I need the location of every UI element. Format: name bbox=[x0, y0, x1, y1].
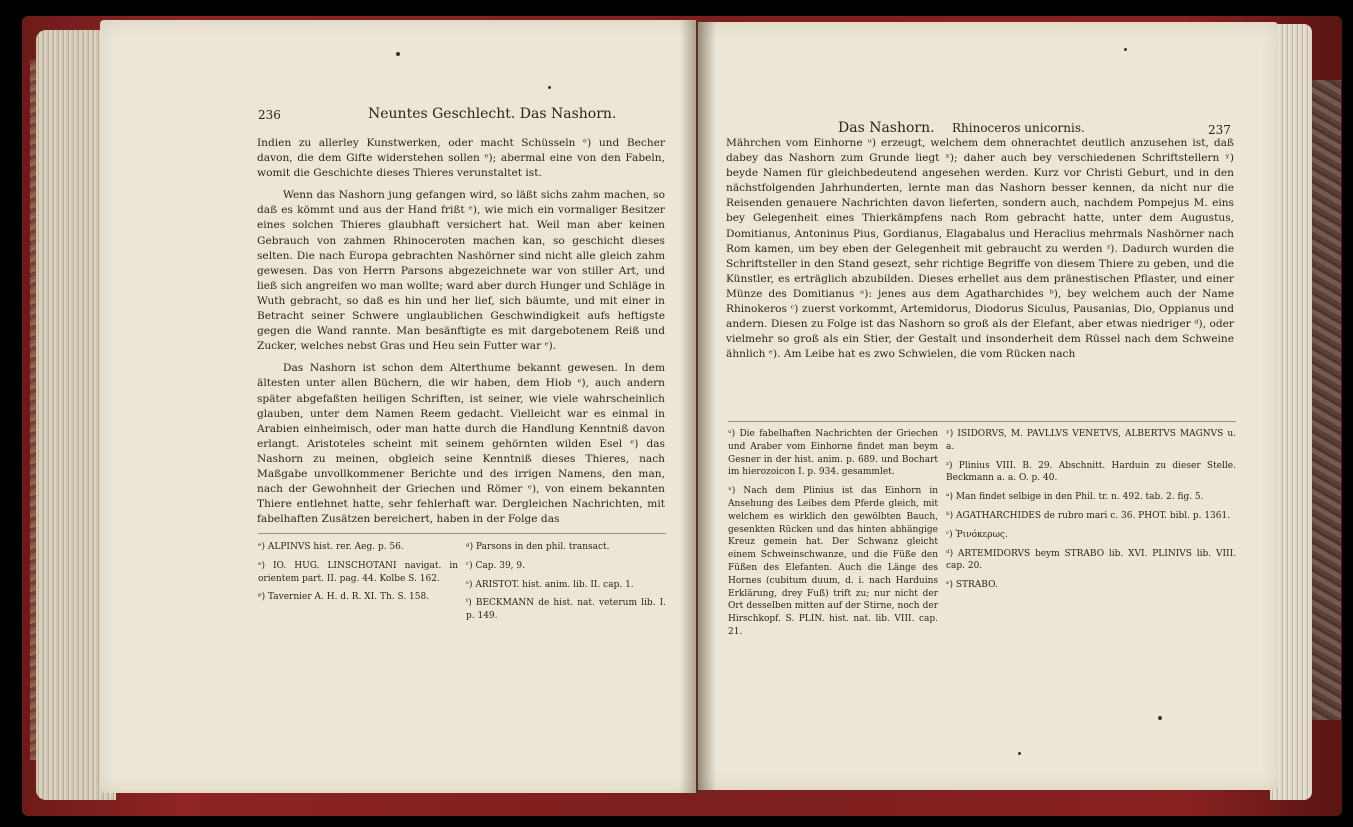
footnote: ᵇ) AGATHARCHIDES de rubro mari c. 36. PHOT. bibl. p. 1361. bbox=[946, 510, 1231, 521]
right-running-head: Das Nashorn. bbox=[838, 120, 935, 136]
footnote: ᵉ) IO. HUG. LINSCHOTANI navigat. in orientem part. II. pag. 44. Kolbe S. 162. bbox=[258, 560, 458, 584]
right-page-number: 237 bbox=[1208, 123, 1231, 137]
footnote: ᵃ) Man findet selbige in den Phil. tr. n. 492. tab. 2. fig. 5. bbox=[946, 492, 1204, 503]
cover-marbling-right bbox=[1311, 80, 1341, 720]
footnote: ᵈ) ARTEMIDORVS beym STRABO lib. XVI. PLINIVS lib. VIII. cap. 20. bbox=[946, 548, 1236, 572]
left-footnote-rule bbox=[258, 533, 666, 534]
footnote: ᵖ) Tavernier A. H. d. R. XI. Th. S. 158. bbox=[258, 592, 430, 603]
right-footnote-rule bbox=[728, 421, 1236, 422]
paper-spot bbox=[1124, 48, 1127, 51]
right-footnotes-column-2 bbox=[946, 428, 1236, 598]
left-body-text bbox=[257, 136, 665, 534]
footnote: ᵍ) Parsons in den phil. transact. bbox=[466, 542, 610, 552]
right-running-head-latin: Rhinoceros unicornis. bbox=[952, 121, 1085, 135]
paper-spot bbox=[1158, 716, 1162, 720]
footnote: ᵗ) BECKMANN de hist. nat. veterum lib. I. p. 149. bbox=[466, 598, 666, 622]
footnote: ʳ) Cap. 39, 9. bbox=[466, 560, 525, 571]
footnote: ᵉ) ALPINVS hist. rer. Aeg. p. 56. bbox=[258, 542, 404, 552]
paper-spot bbox=[548, 86, 551, 89]
footnote: ᶻ) Plinius VIII. B. 29. Abschnitt. Harduin zu dieser Stelle. Beckmann a. a. O. p. 40. bbox=[946, 460, 1236, 484]
footnote: ˣ) Nach dem Plinius ist das Einhorn in Ansehung des Leibes dem Pferde gleich, mit welchem es wirklich den gewölbten Bauch, gesenkten Rücken und das hinten abhängige Kreuz gemein hat. Der Schwanz gleicht einem Schweinschwanze, und die Füße den Füßen des Elefanten. Auch die Länge des Hornes (cubitum duum, d. i. nach Harduins Erklärung, drey Fuß) trift zu; nur nicht der Ort desselben mitten auf der Stirne, noch der Hirschkopf. S. PLIN. hist. nat. lib. VIII. cap. 21. bbox=[728, 486, 938, 637]
left-paragraph: Indien zu allerley Kunstwerken, oder macht Schüsseln ᵉ) und Becher davon, die dem Gifte widerstehen sollen ᵉ); abermal eine von den Fabeln, womit die Geschichte dieses Thieres verunstaltet ist. bbox=[257, 137, 665, 180]
left-footnotes-column-1 bbox=[258, 541, 458, 610]
right-paragraph: Mährchen vom Einhorne ᵘ) erzeugt, welchem dem ohnerachtet deutlich anzusehen ist, daß dabey das Nashorn zum Grunde liegt ˣ); daher auch bey verschiedenen Schriftstellern ʸ) beyde Namen für gleichbedeutend angesehen werden. Kurz vor Christi Geburt, und in den nächstfolgenden Jahrhunderten, lernte man das Nashorn besser kennen, da nicht nur die Reisenden genauere Nachrichten davon lieferten, sondern auch, nachdem Pompejus M. eins bey Gelegenheit eines Thierkämpfens nach Rom gebracht hatte, unter dem Augustus, Domitianus, Antoninus Pius, Gordianus, Elagabalus und Heraclius mehrmals Nashörner nach Rom kamen, um bey eben der Gelegenheit mit gebraucht zu werden ᶻ). Dadurch wurden die Schriftsteller in den Stand gesezt, sehr richtige Begriffe von diesem Thiere zu geben, und die Künstler, es erträglich abzubilden. Dieses erhellet aus dem pränestischen Pflaster, und einer Münze des Domitianus ᵃ): jenes aus dem Agatharchides ᵇ), bey welchem auch der Name Rhinokeros ᶜ) zuerst vorkommt, Artemidorus, Diodorus Siculus, Pausanias, Dio, Oppianus und andern. Diesen zu Folge ist das Nashorn so groß als der Elefant, aber etwas niedriger ᵈ), oder vielmehr so groß als ein Stier, der Gestalt und insonderheit dem Rüssel nach dem Schweine ähnlich ᵉ). Am Leibe hat es zwo Schwielen, die vom Rücken nach bbox=[726, 137, 1234, 361]
left-page-number: 236 bbox=[258, 108, 281, 122]
footnote: ᵉ) STRABO. bbox=[946, 580, 998, 591]
footnote: ᵘ) Die fabelhaften Nachrichten der Griechen und Araber vom Einhorne findet man beym Gesner in der hist. anim. p. 689. und Bochart im hierozoicon I. p. 934. gesammlet. bbox=[728, 429, 938, 478]
footnote: ᶜ) Ῥινόκερως. bbox=[946, 529, 1008, 540]
left-footnotes-column-2 bbox=[466, 541, 666, 629]
left-paragraph: Das Nashorn ist schon dem Alterthume bekannt gewesen. In dem ältesten unter allen Büchern, die wir haben, dem Hiob ᵉ), auch andern später abgefaßten heiligen Schriften, ist seiner, wie viele wahrscheinlich glauben, unter dem Namen Reem gedacht. Vielleicht war es einmal in Arabien einheimisch, oder man hatte durch die Handlung Kenntniß davon erlangt. Aristoteles scheint mit seinem gehörnten wilden Esel ᵉ) das Nashorn zu meinen, obgleich seine Kenntniß dieses Thieres, nach Maßgabe unvollkommener Berichte und des irrigen Namens, den man, nach der Gewohnheit der Griechen und Römer ᵉ), von einem bekannten Thiere entlehnet hatte, sehr fehlerhaft war. Dergleichen Nachrichten, mit fabelhaften Zusätzen bereichert, haben in der Folge das bbox=[257, 362, 665, 526]
paper-spot bbox=[1018, 752, 1021, 755]
right-footnotes-column-1 bbox=[728, 428, 938, 645]
right-body-text bbox=[726, 136, 1234, 369]
left-paragraph: Wenn das Nashorn jung gefangen wird, so läßt sichs zahm machen, so daß es kömmt und aus der Hand frißt ᵉ), wie mich ein vormaliger Besitzer eines solchen Thieres glaubhaft versichert hat. Weil man aber keinen Gebrauch von zahmen Rhinoceroten machen kan, so geschicht dieses selten. Die nach Europa gebrachten Nashörner sind nicht alle gleich zahm gewesen. Das von Herrn Parsons abgezeichnete war von stiller Art, und ließ sich angreifen wo man wollte; ward aber durch Hunger und Schläge in Wuth gebracht, so daß es hin und her lief, sich bäumte, und mit einer in Betracht seiner Schwere unglaublichen Geschwindigkeit aufs heftigste gegen die Wand rannte. Man besänftigte es mit dargebotenem Reiß und Zucker, welches nebst Gras und Heu sein Futter war ᵉ). bbox=[257, 189, 665, 353]
footnote: ˢ) ARISTOT. hist. anim. lib. II. cap. 1. bbox=[466, 579, 634, 590]
left-running-head: Neuntes Geschlecht. Das Nashorn. bbox=[368, 106, 617, 122]
paper-spot bbox=[396, 52, 400, 56]
footnote: ʸ) ISIDORVS, M. PAVLLVS VENETVS, ALBERTVS MAGNVS u. a. bbox=[946, 429, 1236, 452]
book-gutter bbox=[680, 20, 716, 795]
